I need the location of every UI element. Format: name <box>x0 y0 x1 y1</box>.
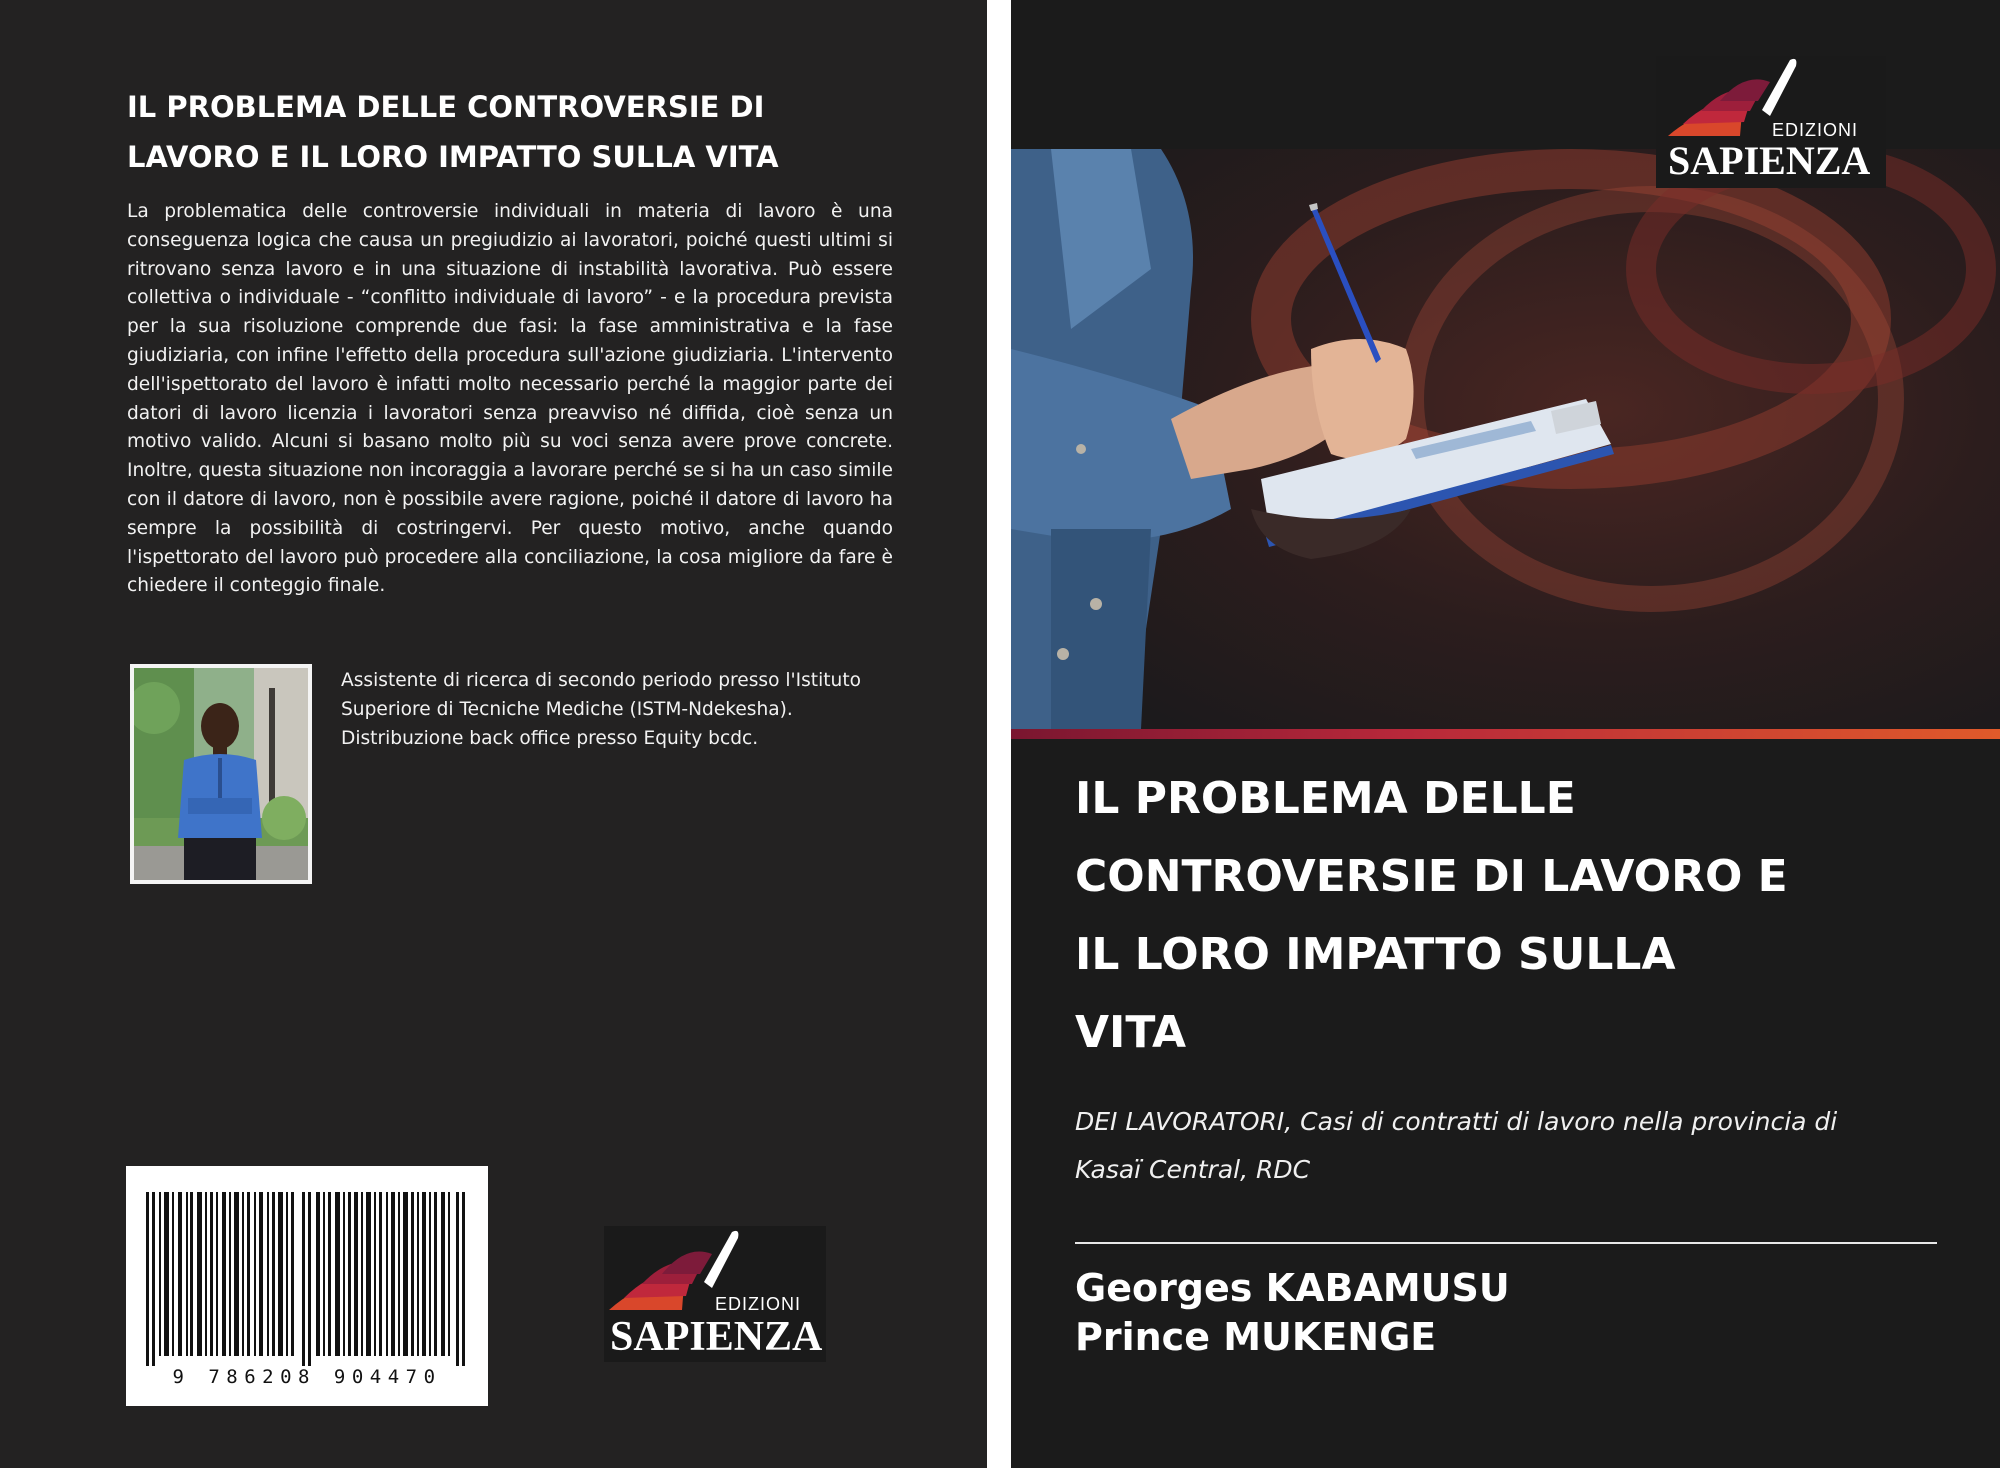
barcode-graphic <box>126 1166 488 1366</box>
front-cover-divider <box>1075 1242 1937 1244</box>
publisher-logo-back <box>604 1226 826 1362</box>
logo-back-name-text: SAPIENZA <box>610 1314 823 1360</box>
author-photo <box>130 664 312 884</box>
front-title-line-4: VITA <box>1075 1007 1187 1058</box>
front-subtitle-line-2: Kasaï Central, RDC <box>1075 1155 1311 1184</box>
logo-front-name-text: SAPIENZA <box>1668 138 1871 183</box>
front-cover-title <box>1075 760 1955 1072</box>
isbn-barcode <box>126 1166 488 1406</box>
cover-photo-accent-bar <box>1011 729 2000 739</box>
front-title-line-3: IL LORO IMPATTO SULLA <box>1075 929 1676 980</box>
cover-photo-illustration <box>1011 149 2000 729</box>
back-title-line-1: IL PROBLEMA DELLE CONTROVERSIE DI <box>127 90 765 124</box>
publisher-logo-front <box>1656 56 1886 188</box>
logo-back-small-text: EDIZIONI <box>715 1294 802 1314</box>
author-portrait-illustration <box>134 668 308 880</box>
sapienza-logo-icon <box>604 1226 826 1362</box>
back-cover-title <box>127 82 907 182</box>
front-subtitle-line-1: DEI LAVORATORI, Casi di contratti di lavoro nella provincia di <box>1075 1107 1838 1136</box>
front-cover-author-2: Prince MUKENGE <box>1075 1315 1437 1359</box>
sapienza-logo-icon <box>1656 56 1886 188</box>
cover-photo <box>1011 149 2000 729</box>
isbn-number: 9 786208 904470 <box>172 1366 442 1388</box>
front-cover-subtitle <box>1075 1098 1895 1194</box>
author-bio: Assistente di ricerca di secondo periodo presso l'Istituto Superiore di Tecniche Mediche (ISTM-Ndekesha). Distribuzione back office presso Equity bcdc. <box>341 670 861 749</box>
front-title-line-2: CONTROVERSIE DI LAVORO E <box>1075 851 1788 902</box>
front-cover-author-1: Georges KABAMUSU <box>1075 1266 1510 1310</box>
logo-front-small-text: EDIZIONI <box>1772 120 1859 140</box>
back-title-line-2: LAVORO E IL LORO IMPATTO SULLA VITA <box>127 140 779 174</box>
back-cover-blurb: La problematica delle controversie individuali in materia di lavoro è una conseguenza logica che causa un pregiudizio ai lavoratori, poiché questi ultimi si ritrovano senza lavoro e in una situazione di instabilità lavorativa. Può essere collettiva o individuale - “conflitto individuale di lavoro” - e la procedura prevista per la sua risoluzione comprende due fasi: la fase amministrativa e la fase giudiziaria, con infine l'effetto della procedura sull'azione giudiziaria. L'intervento dell'ispettorato del lavoro è infatti molto necessario perché la maggior parte dei datori di lavoro licenzia i lavoratori senza preavviso né diffida, cioè senza un motivo valido. Alcuni si basano molto più su voci senza avere prove concrete. Inoltre, questa situazione non incoraggia a lavorare perché se si ha un caso simile con il datore di lavoro, non è possibile avere ragione, poiché il datore di lavoro ha sempre la possibilità di costringervi. Per questo motivo, anche quando l'ispettorato del lavoro può procedere alla conciliazione, la cosa migliore da fare è chiedere il conteggio finale. <box>127 201 893 597</box>
front-title-line-1: IL PROBLEMA DELLE <box>1075 773 1576 824</box>
spine-gap <box>987 0 1011 1468</box>
